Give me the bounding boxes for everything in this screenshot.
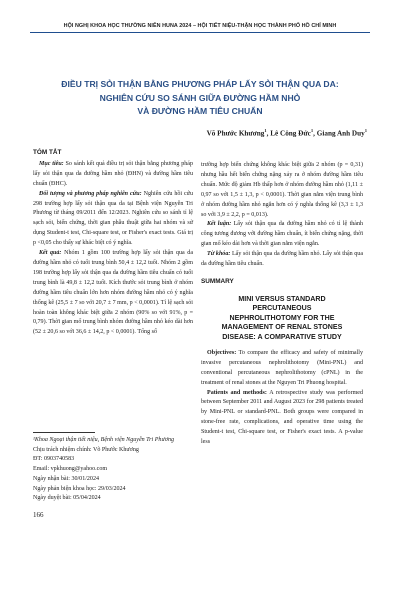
footnote-phone: ĐT: 0903740583 bbox=[33, 456, 75, 463]
methods-label: Đối tượng và phương pháp nghiên cứu: bbox=[39, 190, 142, 197]
title-line-2: NGHIÊN CỨU SO SÁNH GIỮA ĐƯỜNG HẦM NHỎ bbox=[99, 92, 301, 103]
results-text: Nhóm 1 gồm 100 trường hợp lấy sỏi thận qua da đường hầm nhỏ có tuổi trung bình 50,4 ± 12,2 tuổi. Nhóm 2 gồm 198 trường hợp lấy sỏi thận qua da đường hầm tiêu chuẩn có tuổi trung bình là 49,8 ± 12,2 tuổi. Kích thước sỏi trung bình ở nhóm đường hầm tiêu chuẩn lớn hơn nhóm đường hầm nhỏ có ý nghĩa thống kê (25,5 ± 7 so với 20,7 ± 7 mm, p < 0,0001). Tỉ lệ sạch sỏi hoàn toàn không khác biệt giữa 2 nhóm (90% so với 91%, p = 0,79). Thời gian mổ trung bình nhóm đường hầm nhỏ kéo dài hơn (52 ± 20,6 so với 36,6 ± 14,2, p < 0,0001). Tổng số bbox=[33, 250, 193, 336]
summary-objectives-text: To compare the efficacy and safety of minimally invasive percutaneous nephrolithotomy (Mini-PNL) and conventional percutaneous nephrolithotomy (cPNL) in the treatment of renal stones at the Nguyen Tri Phuong hospital. bbox=[201, 349, 363, 386]
results-label: Kết quả: bbox=[39, 250, 62, 257]
author-2-affil: 1 bbox=[310, 128, 314, 133]
english-title-line: NEPHROLITHOTOMY FOR THE bbox=[229, 313, 335, 322]
summary-heading: SUMMARY bbox=[201, 277, 234, 285]
abstract-conclusion bbox=[201, 220, 363, 250]
objectives-text: So sánh kết quả điều trị sỏi thận bằng phương pháp lấy sỏi thận qua da đường hầm nhỏ (ĐHN) và đường hầm tiêu chuẩn (ĐHC). bbox=[33, 160, 194, 187]
summary-methods-label: Patients and methods: bbox=[207, 389, 267, 396]
english-title-line: MANAGEMENT OF RENAL STONES bbox=[221, 323, 343, 332]
objectives-label: Mục tiêu: bbox=[39, 160, 64, 167]
results-continued: trường hợp biến chứng không khác biệt giữa 2 nhóm (p = 0,31) nhưng hầu hết biến chứng nặng xảy ra ở nhóm đường hầm tiêu chuẩn. Mức độ giảm Hb thấp hơn ở nhóm đường hầm nhỏ (1,11 ± 0,97 so với 1,5 ± 1,3, p < 0,0001). Thời gian nằm viện trung bình ở nhóm đường hầm nhỏ ngắn hơn có ý nghĩa thống kê (3,3 ± 1,3 so với 3,9 ± 2,2, p = 0,013). bbox=[201, 162, 363, 218]
author-3: Giang Anh Duy bbox=[316, 129, 365, 138]
methods-text: Nghiên cứu hồi cứu 298 trường hợp lấy sỏi thận qua da tại Bệnh viện Nguyễn Tri Phương từ tháng 09/2011 đến 12/2023. Nghiên cứu so sánh tỉ lệ sạch sỏi, biến chứng, thời gian phẫu thuật giữa hai nhóm và sử dụng Student-t test, Chi-square test, or Fisher's exact tests. Giá trị p <0,05 cho thấy sự khác biệt có ý nghĩa. bbox=[33, 190, 193, 247]
footnote-review: Ngày phản biện khoa học: 29/03/2024 bbox=[33, 485, 126, 492]
conclusion-label: Kết luận: bbox=[207, 221, 232, 228]
summary-objectives bbox=[201, 349, 363, 389]
author-separator: , bbox=[313, 129, 317, 138]
abstract-methods bbox=[33, 190, 193, 249]
title-line-1: ĐIỀU TRỊ SỎI THẬN BẰNG PHƯƠNG PHÁP LẤY SỎI THẬN QUA DA: bbox=[61, 79, 339, 89]
article-title bbox=[33, 78, 367, 119]
author-separator: , bbox=[266, 129, 271, 138]
summary-objectives-label: Objectives: bbox=[207, 349, 237, 356]
english-title-line: MINI VERSUS STANDARD bbox=[238, 294, 326, 303]
header-rule bbox=[30, 32, 370, 33]
keywords-text: Lấy sỏi thận qua da đường hầm nhỏ. Lấy sỏi thận qua da đường hầm tiêu chuẩn. bbox=[201, 251, 363, 268]
english-title bbox=[201, 295, 363, 342]
english-title-line: DISEASE: A COMPARATIVE STUDY bbox=[222, 332, 342, 341]
conclusion-text: Lấy sỏi thận qua da đường hầm nhỏ có tỉ lệ thành công tương đương với đường hầm chuẩn, ít biến chứng nặng, thời gian mổ kéo dài hơn và thời gian nằm viện ngắn. bbox=[201, 221, 364, 248]
footnote-responsible: Chịu trách nhiệm chính: Võ Phước Khương bbox=[33, 446, 139, 453]
page-number: 166 bbox=[33, 511, 44, 519]
author-list bbox=[207, 128, 367, 137]
summary-methods bbox=[201, 389, 363, 448]
footnote-email: Email: vpkhuong@yahoo.com bbox=[33, 466, 108, 473]
abstract-results bbox=[33, 249, 193, 338]
abstract-heading: TÓM TẮT bbox=[33, 149, 62, 156]
left-column bbox=[33, 148, 193, 338]
title-line-3: VÀ ĐƯỜNG HẦM TIÊU CHUẨN bbox=[137, 106, 263, 116]
footnote-received: Ngày nhận bài: 30/01/2024 bbox=[33, 475, 100, 482]
author-2: Lê Công Đức bbox=[270, 129, 311, 138]
abstract-keywords bbox=[201, 250, 363, 270]
footnote-rule bbox=[33, 432, 95, 433]
keywords-label: Từ khóa: bbox=[207, 251, 231, 258]
right-column bbox=[201, 161, 363, 448]
abstract-objectives bbox=[33, 160, 193, 190]
author-1-affil: 1 bbox=[264, 128, 267, 133]
footnote-affiliation: ¹Khoa Ngoại thận tiết niệu, Bệnh viện Nguyễn Tri Phương bbox=[33, 437, 175, 443]
running-header: HỘI NGHỊ KHOA HỌC THƯỜNG NIÊN HUNA 2024 – HỘI TIẾT NIỆU-THẬN HỌC THÀNH PHỐ HỒ CHÍ MINH bbox=[63, 23, 337, 29]
footnote bbox=[33, 436, 198, 504]
english-title-line: PERCUTANEOUS bbox=[252, 304, 312, 313]
author-1: Võ Phước Khương bbox=[206, 129, 265, 138]
summary-methods-text: A retrospective study was performed between September 2011 and August 2023 for 298 patients treated by Mini-PNL or standard-PNL. Both groups were compared in stone-free rate, complications, and operative time using the Student-t test, Chi-square test, or Fisher's exact tests. A p-value less bbox=[201, 389, 363, 446]
author-3-affil: 1 bbox=[364, 128, 367, 133]
footnote-approved: Ngày duyệt bài: 05/04/2024 bbox=[33, 495, 101, 502]
